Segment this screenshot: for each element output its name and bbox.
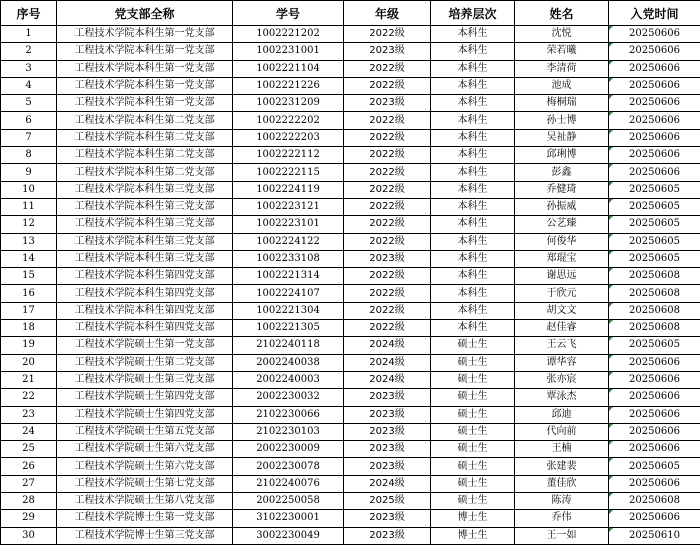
cell-student-id[interactable]: 2002240003 xyxy=(233,371,344,388)
table-row xyxy=(1,112,700,129)
cell-name[interactable]: 王云飞 xyxy=(515,337,609,354)
cell-student-id[interactable]: 1002231209 xyxy=(233,95,344,112)
table-row xyxy=(1,164,700,181)
cell-name[interactable]: 何俊华 xyxy=(515,233,609,250)
cell-branch[interactable]: 工程技术学院本科生第三党支部 xyxy=(57,250,233,267)
cell-branch[interactable]: 工程技术学院硕士生第六党支部 xyxy=(57,458,233,475)
cell-index[interactable]: 19 xyxy=(1,337,57,354)
header-branch: 党支部全称 xyxy=(57,1,233,26)
cell-name[interactable]: 赵佳睿 xyxy=(515,320,609,337)
cell-index[interactable]: 26 xyxy=(1,458,57,475)
cell-index[interactable]: 10 xyxy=(1,181,57,198)
cell-grade[interactable]: 2022级 xyxy=(344,164,431,181)
cell-student-id[interactable]: 2002230078 xyxy=(233,458,344,475)
cell-student-id[interactable]: 1002221305 xyxy=(233,320,344,337)
cell-join-date[interactable]: 20250608 xyxy=(609,493,700,510)
cell-join-date[interactable]: 20250606 xyxy=(609,423,700,440)
cell-level[interactable]: 本科生 xyxy=(431,216,515,233)
cell-student-id[interactable]: 1002223121 xyxy=(233,198,344,215)
cell-index[interactable]: 7 xyxy=(1,129,57,146)
cell-student-id[interactable]: 1002221304 xyxy=(233,302,344,319)
cell-join-date[interactable]: 20250605 xyxy=(609,337,700,354)
table-row xyxy=(1,60,700,77)
cell-level[interactable]: 博士生 xyxy=(431,510,515,527)
cell-branch[interactable]: 工程技术学院硕士生第八党支部 xyxy=(57,493,233,510)
cell-level[interactable]: 本科生 xyxy=(431,233,515,250)
cell-level[interactable]: 本科生 xyxy=(431,268,515,285)
cell-index[interactable]: 16 xyxy=(1,285,57,302)
cell-level[interactable]: 本科生 xyxy=(431,198,515,215)
cell-name[interactable]: 沈悦 xyxy=(515,26,609,43)
cell-branch[interactable]: 工程技术学院本科生第四党支部 xyxy=(57,320,233,337)
cell-level[interactable]: 本科生 xyxy=(431,26,515,43)
cell-grade[interactable]: 2023级 xyxy=(344,441,431,458)
cell-branch[interactable]: 工程技术学院本科生第一党支部 xyxy=(57,77,233,94)
cell-level[interactable]: 本科生 xyxy=(431,95,515,112)
header-name: 姓名 xyxy=(515,1,609,26)
cell-grade[interactable]: 2023级 xyxy=(344,510,431,527)
cell-index[interactable]: 15 xyxy=(1,268,57,285)
cell-branch[interactable]: 工程技术学院本科生第四党支部 xyxy=(57,285,233,302)
cell-branch[interactable]: 工程技术学院本科生第四党支部 xyxy=(57,268,233,285)
table-row xyxy=(1,354,700,371)
cell-index[interactable]: 30 xyxy=(1,527,57,544)
cell-level[interactable]: 硕士生 xyxy=(431,475,515,492)
cell-branch[interactable]: 工程技术学院本科生第三党支部 xyxy=(57,233,233,250)
cell-branch[interactable]: 工程技术学院硕士生第一党支部 xyxy=(57,337,233,354)
cell-join-date[interactable]: 20250608 xyxy=(609,268,700,285)
cell-student-id[interactable]: 1002231001 xyxy=(233,43,344,60)
cell-grade[interactable]: 2023级 xyxy=(344,43,431,60)
cell-join-date[interactable]: 20250606 xyxy=(609,475,700,492)
cell-name[interactable]: 胡文文 xyxy=(515,302,609,319)
cell-level[interactable]: 博士生 xyxy=(431,527,515,544)
table-row xyxy=(1,43,700,60)
header-join-date: 入党时间 xyxy=(609,1,700,26)
cell-student-id[interactable]: 1002222202 xyxy=(233,112,344,129)
cell-name[interactable]: 李清荷 xyxy=(515,60,609,77)
cell-branch[interactable]: 工程技术学院本科生第一党支部 xyxy=(57,60,233,77)
cell-join-date[interactable]: 20250605 xyxy=(609,198,700,215)
cell-index[interactable]: 21 xyxy=(1,371,57,388)
cell-join-date[interactable]: 20250606 xyxy=(609,60,700,77)
cell-level[interactable]: 本科生 xyxy=(431,181,515,198)
table-row xyxy=(1,216,700,233)
cell-grade[interactable]: 2024级 xyxy=(344,354,431,371)
cell-name[interactable]: 孙士博 xyxy=(515,112,609,129)
cell-join-date[interactable]: 20250606 xyxy=(609,112,700,129)
header-level: 培养层次 xyxy=(431,1,515,26)
table-row xyxy=(1,233,700,250)
cell-index[interactable]: 3 xyxy=(1,60,57,77)
cell-name[interactable]: 池成 xyxy=(515,77,609,94)
table-row xyxy=(1,371,700,388)
cell-join-date[interactable]: 20250605 xyxy=(609,458,700,475)
cell-join-date[interactable]: 20250605 xyxy=(609,181,700,198)
table-row xyxy=(1,268,700,285)
cell-join-date[interactable]: 20250605 xyxy=(609,250,700,267)
cell-join-date[interactable]: 20250606 xyxy=(609,389,700,406)
cell-student-id[interactable]: 2102240076 xyxy=(233,475,344,492)
cell-branch[interactable]: 工程技术学院硕士生第六党支部 xyxy=(57,441,233,458)
cell-student-id[interactable]: 1002224107 xyxy=(233,285,344,302)
cell-grade[interactable]: 2023级 xyxy=(344,406,431,423)
header-student-id: 学号 xyxy=(233,1,344,26)
cell-join-date[interactable]: 20250606 xyxy=(609,510,700,527)
cell-grade[interactable]: 2024级 xyxy=(344,475,431,492)
cell-join-date[interactable]: 20250606 xyxy=(609,354,700,371)
table-row xyxy=(1,250,700,267)
cell-grade[interactable]: 2023级 xyxy=(344,527,431,544)
cell-grade[interactable]: 2023级 xyxy=(344,389,431,406)
table-body xyxy=(1,26,700,545)
cell-index[interactable]: 23 xyxy=(1,406,57,423)
cell-index[interactable]: 18 xyxy=(1,320,57,337)
cell-join-date[interactable]: 20250605 xyxy=(609,233,700,250)
cell-grade[interactable]: 2023级 xyxy=(344,250,431,267)
header-index: 序号 xyxy=(1,1,57,26)
cell-level[interactable]: 本科生 xyxy=(431,112,515,129)
cell-grade[interactable]: 2022级 xyxy=(344,216,431,233)
cell-name[interactable]: 覃泳杰 xyxy=(515,389,609,406)
cell-level[interactable]: 本科生 xyxy=(431,147,515,164)
table-row xyxy=(1,302,700,319)
cell-index[interactable]: 22 xyxy=(1,389,57,406)
cell-level[interactable]: 本科生 xyxy=(431,285,515,302)
cell-level[interactable]: 硕士生 xyxy=(431,493,515,510)
table-row xyxy=(1,458,700,475)
table-row xyxy=(1,129,700,146)
cell-branch[interactable]: 工程技术学院博士生第三党支部 xyxy=(57,527,233,544)
cell-branch[interactable]: 工程技术学院本科生第三党支部 xyxy=(57,216,233,233)
cell-student-id[interactable]: 1002222203 xyxy=(233,129,344,146)
cell-grade[interactable]: 2022级 xyxy=(344,181,431,198)
cell-index[interactable]: 17 xyxy=(1,302,57,319)
cell-name[interactable]: 陈涛 xyxy=(515,493,609,510)
cell-index[interactable]: 2 xyxy=(1,43,57,60)
cell-grade[interactable]: 2024级 xyxy=(344,371,431,388)
cell-name[interactable]: 王一如 xyxy=(515,527,609,544)
table-row xyxy=(1,527,700,544)
cell-student-id[interactable]: 3102230001 xyxy=(233,510,344,527)
cell-grade[interactable]: 2022级 xyxy=(344,60,431,77)
cell-join-date[interactable]: 20250605 xyxy=(609,216,700,233)
cell-student-id[interactable]: 2102230103 xyxy=(233,423,344,440)
cell-level[interactable]: 本科生 xyxy=(431,60,515,77)
cell-grade[interactable]: 2022级 xyxy=(344,285,431,302)
cell-name[interactable]: 邱迪 xyxy=(515,406,609,423)
table-row xyxy=(1,77,700,94)
cell-index[interactable]: 1 xyxy=(1,26,57,43)
cell-level[interactable]: 硕士生 xyxy=(431,337,515,354)
cell-index[interactable]: 24 xyxy=(1,423,57,440)
cell-join-date[interactable]: 20250606 xyxy=(609,164,700,181)
cell-branch[interactable]: 工程技术学院硕士生第五党支部 xyxy=(57,423,233,440)
table-row xyxy=(1,441,700,458)
cell-index[interactable]: 4 xyxy=(1,77,57,94)
cell-name[interactable]: 邱琍博 xyxy=(515,147,609,164)
cell-name[interactable]: 乔伟 xyxy=(515,510,609,527)
cell-branch[interactable]: 工程技术学院硕士生第七党支部 xyxy=(57,475,233,492)
cell-index[interactable]: 11 xyxy=(1,198,57,215)
cell-branch[interactable]: 工程技术学院硕士生第四党支部 xyxy=(57,389,233,406)
cell-grade[interactable]: 2022级 xyxy=(344,268,431,285)
cell-name[interactable]: 谭华容 xyxy=(515,354,609,371)
cell-grade[interactable]: 2024级 xyxy=(344,337,431,354)
cell-join-date[interactable]: 20250606 xyxy=(609,95,700,112)
cell-name[interactable]: 荣若曦 xyxy=(515,43,609,60)
cell-name[interactable]: 王楠 xyxy=(515,441,609,458)
cell-index[interactable]: 14 xyxy=(1,250,57,267)
cell-branch[interactable]: 工程技术学院硕士生第二党支部 xyxy=(57,354,233,371)
cell-grade[interactable]: 2022级 xyxy=(344,198,431,215)
cell-join-date[interactable]: 20250606 xyxy=(609,26,700,43)
cell-branch[interactable]: 工程技术学院本科生第三党支部 xyxy=(57,181,233,198)
cell-branch[interactable]: 工程技术学院硕士生第四党支部 xyxy=(57,406,233,423)
cell-student-id[interactable]: 2102240118 xyxy=(233,337,344,354)
table-row xyxy=(1,406,700,423)
cell-student-id[interactable]: 1002222112 xyxy=(233,147,344,164)
cell-level[interactable]: 本科生 xyxy=(431,164,515,181)
table-row xyxy=(1,181,700,198)
cell-grade[interactable]: 2022级 xyxy=(344,320,431,337)
cell-branch[interactable]: 工程技术学院本科生第三党支部 xyxy=(57,198,233,215)
cell-student-id[interactable]: 2002250058 xyxy=(233,493,344,510)
cell-join-date[interactable]: 20250606 xyxy=(609,129,700,146)
cell-student-id[interactable]: 1002224122 xyxy=(233,233,344,250)
cell-grade[interactable]: 2023级 xyxy=(344,423,431,440)
cell-name[interactable]: 彭鑫 xyxy=(515,164,609,181)
table-row xyxy=(1,198,700,215)
cell-join-date[interactable]: 20250606 xyxy=(609,77,700,94)
table-row xyxy=(1,475,700,492)
cell-join-date[interactable]: 20250608 xyxy=(609,320,700,337)
cell-name[interactable]: 于欣元 xyxy=(515,285,609,302)
cell-grade[interactable]: 2022级 xyxy=(344,112,431,129)
table-row xyxy=(1,285,700,302)
cell-branch[interactable]: 工程技术学院本科生第四党支部 xyxy=(57,302,233,319)
cell-index[interactable]: 20 xyxy=(1,354,57,371)
table-row xyxy=(1,26,700,43)
cell-branch[interactable]: 工程技术学院本科生第一党支部 xyxy=(57,95,233,112)
cell-name[interactable]: 吴祉静 xyxy=(515,129,609,146)
cell-level[interactable]: 硕士生 xyxy=(431,423,515,440)
cell-branch[interactable]: 工程技术学院本科生第一党支部 xyxy=(57,43,233,60)
cell-index[interactable]: 6 xyxy=(1,112,57,129)
cell-name[interactable]: 郑琨宝 xyxy=(515,250,609,267)
cell-level[interactable]: 本科生 xyxy=(431,77,515,94)
cell-student-id[interactable]: 2002230009 xyxy=(233,441,344,458)
cell-index[interactable]: 13 xyxy=(1,233,57,250)
table-row xyxy=(1,510,700,527)
cell-join-date[interactable]: 20250610 xyxy=(609,527,700,544)
cell-name[interactable]: 张建裴 xyxy=(515,458,609,475)
cell-grade[interactable]: 2022级 xyxy=(344,77,431,94)
cell-student-id[interactable]: 1002222115 xyxy=(233,164,344,181)
cell-level[interactable]: 硕士生 xyxy=(431,441,515,458)
cell-student-id[interactable]: 1002221202 xyxy=(233,26,344,43)
cell-level[interactable]: 本科生 xyxy=(431,320,515,337)
cell-grade[interactable]: 2025级 xyxy=(344,493,431,510)
cell-join-date[interactable]: 20250608 xyxy=(609,302,700,319)
cell-join-date[interactable]: 20250606 xyxy=(609,441,700,458)
cell-branch[interactable]: 工程技术学院本科生第二党支部 xyxy=(57,112,233,129)
cell-branch[interactable]: 工程技术学院博士生第一党支部 xyxy=(57,510,233,527)
cell-student-id[interactable]: 1002221104 xyxy=(233,60,344,77)
cell-grade[interactable]: 2022级 xyxy=(344,233,431,250)
cell-index[interactable]: 5 xyxy=(1,95,57,112)
cell-level[interactable]: 硕士生 xyxy=(431,406,515,423)
cell-branch[interactable]: 工程技术学院本科生第一党支部 xyxy=(57,26,233,43)
cell-student-id[interactable]: 1002221314 xyxy=(233,268,344,285)
cell-student-id[interactable]: 3002230049 xyxy=(233,527,344,544)
table-row xyxy=(1,493,700,510)
cell-level[interactable]: 本科生 xyxy=(431,250,515,267)
cell-join-date[interactable]: 20250608 xyxy=(609,285,700,302)
cell-level[interactable]: 本科生 xyxy=(431,129,515,146)
cell-join-date[interactable]: 20250606 xyxy=(609,147,700,164)
cell-branch[interactable]: 工程技术学院本科生第二党支部 xyxy=(57,164,233,181)
cell-index[interactable]: 8 xyxy=(1,147,57,164)
cell-student-id[interactable]: 2002240038 xyxy=(233,354,344,371)
header-grade: 年级 xyxy=(344,1,431,26)
cell-grade[interactable]: 2022级 xyxy=(344,26,431,43)
cell-index[interactable]: 25 xyxy=(1,441,57,458)
cell-grade[interactable]: 2022级 xyxy=(344,147,431,164)
cell-name[interactable]: 孙振威 xyxy=(515,198,609,215)
cell-index[interactable]: 9 xyxy=(1,164,57,181)
table-row xyxy=(1,147,700,164)
cell-student-id[interactable]: 2002230032 xyxy=(233,389,344,406)
cell-index[interactable]: 29 xyxy=(1,510,57,527)
cell-student-id[interactable]: 1002223101 xyxy=(233,216,344,233)
cell-join-date[interactable]: 20250606 xyxy=(609,43,700,60)
cell-name[interactable]: 谢思远 xyxy=(515,268,609,285)
cell-level[interactable]: 硕士生 xyxy=(431,371,515,388)
cell-name[interactable]: 董佳欣 xyxy=(515,475,609,492)
cell-grade[interactable]: 2023级 xyxy=(344,458,431,475)
cell-branch[interactable]: 工程技术学院本科生第二党支部 xyxy=(57,147,233,164)
cell-name[interactable]: 梅桐瑞 xyxy=(515,95,609,112)
cell-name[interactable]: 乔健琦 xyxy=(515,181,609,198)
cell-student-id[interactable]: 1002224119 xyxy=(233,181,344,198)
cell-student-id[interactable]: 1002221226 xyxy=(233,77,344,94)
cell-index[interactable]: 12 xyxy=(1,216,57,233)
cell-branch[interactable]: 工程技术学院硕士生第三党支部 xyxy=(57,371,233,388)
cell-join-date[interactable]: 20250606 xyxy=(609,371,700,388)
cell-level[interactable]: 硕士生 xyxy=(431,458,515,475)
cell-branch[interactable]: 工程技术学院本科生第二党支部 xyxy=(57,129,233,146)
table-row xyxy=(1,95,700,112)
cell-level[interactable]: 本科生 xyxy=(431,302,515,319)
cell-level[interactable]: 硕士生 xyxy=(431,354,515,371)
cell-grade[interactable]: 2022级 xyxy=(344,129,431,146)
table-row xyxy=(1,320,700,337)
table-row xyxy=(1,337,700,354)
cell-student-id[interactable]: 1002233108 xyxy=(233,250,344,267)
header-row xyxy=(1,1,700,26)
cell-name[interactable]: 公艺臻 xyxy=(515,216,609,233)
cell-level[interactable]: 本科生 xyxy=(431,43,515,60)
cell-student-id[interactable]: 2102230066 xyxy=(233,406,344,423)
cell-index[interactable]: 27 xyxy=(1,475,57,492)
table-row xyxy=(1,423,700,440)
table-row xyxy=(1,389,700,406)
cell-join-date[interactable]: 20250606 xyxy=(609,406,700,423)
cell-name[interactable]: 张亦宸 xyxy=(515,371,609,388)
cell-grade[interactable]: 2022级 xyxy=(344,302,431,319)
cell-level[interactable]: 硕士生 xyxy=(431,389,515,406)
cell-name[interactable]: 代向前 xyxy=(515,423,609,440)
cell-grade[interactable]: 2023级 xyxy=(344,95,431,112)
cell-index[interactable]: 28 xyxy=(1,493,57,510)
